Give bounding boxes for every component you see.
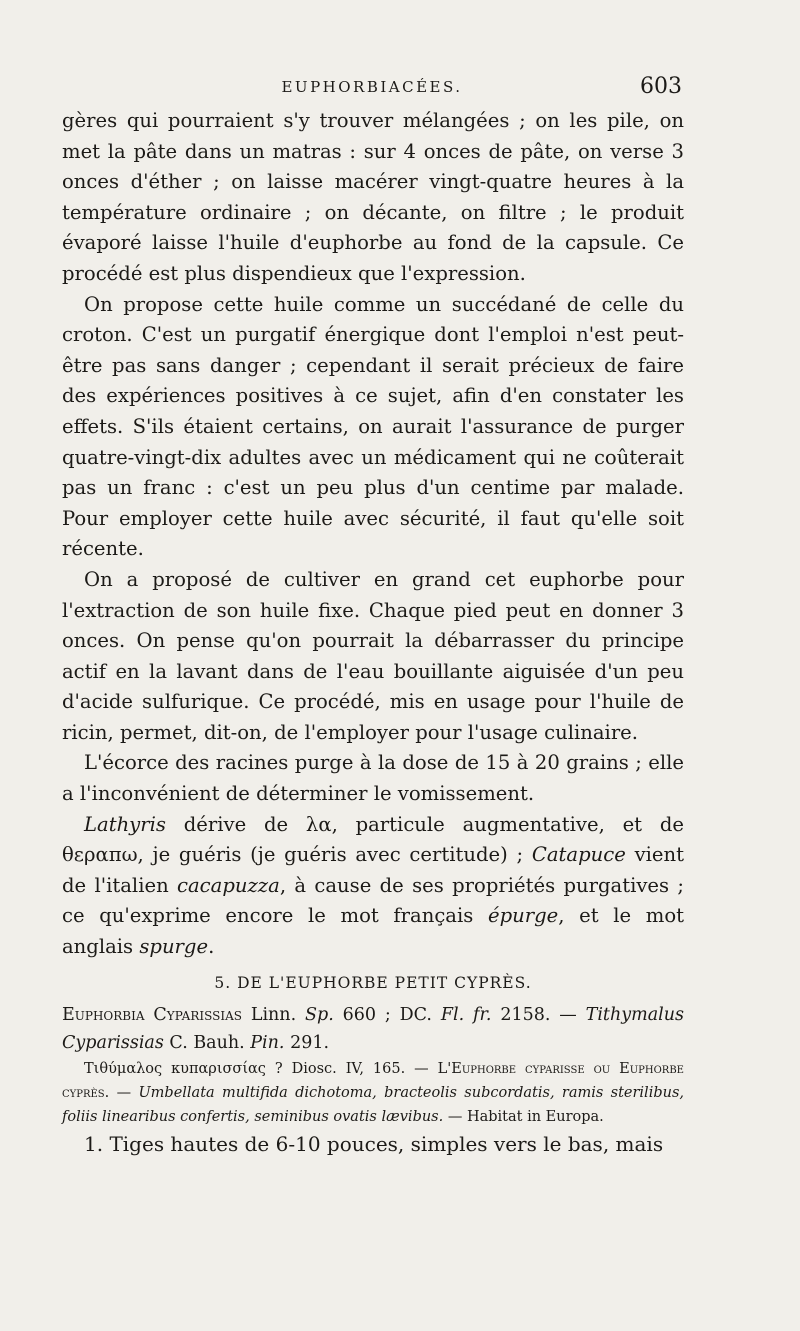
etymology-text-4: , et le mot anglais [62,904,684,959]
paragraph-5 [62,810,684,963]
running-title: EUPHORBIACÉES. [281,78,463,96]
syn-text-3: 2158. — [491,1004,586,1025]
paragraph-3: On a proposé de cultiver en grand cet euphorbe pour l'extraction de son huile fixe. Chaque pied peut en donner 3 onces. On pense qu'on pourrait la débarrasser du principe actif en la lavant dans de l'eau bouillante aiguisée d'un peu d'acide sulfurique. Ce procédé, mis en usage pour l'huile de ricin, permet, dit-on, de l'employer pour l'usage culinaire. [62,567,684,744]
etymology-text-5: . [208,935,215,959]
word-epurge: épurge [487,904,559,928]
syn-ref-sp: Sp. [305,1004,334,1025]
syn-ref-pin: Pin. [250,1032,285,1053]
syn-tithymalus: Tithymalus Cyparissias [62,1004,684,1053]
notes-habitat: — Habitat in Europa. [443,1108,604,1125]
etymology-text-2: vient de l'italien [62,843,684,897]
page-body [62,106,684,1159]
section-heading: 5. DE L'EUPHORBE PETIT CYPRÈS. [214,973,532,992]
synonymy [62,1001,684,1057]
page-number: 603 [640,74,682,99]
notes-common-names: L'Euphorbe cyparisse ou Euphorbe cyprès. [62,1060,684,1101]
syn-text-5: 291. [284,1032,330,1053]
paragraph-4: L'écorce des racines purge à la dose de 15 à 20 grains ; elle a l'inconvénient de déterminer le vomissement. [62,751,684,806]
paragraph-1: gères qui pourraient s'y trouver mélangées ; on les pile, on met la pâte dans un matras : sur 4 onces de pâte, on verse 3 onces d'éther ; on laisse macérer vingt-quatre heures à la température ordinaire ; on décante, on filtre ; le produit évaporé laisse l'huile d'euphorbe au fond de la capsule. Ce procédé est plus dispendieux que l'expression. [62,109,684,285]
etymology-text-1: dérive de λα, particule augmentative, et de θεραπω, je guéris (je guéris avec certitude) ; [62,812,684,867]
word-lathyris: Lathyris [84,812,166,836]
page-header [62,74,682,104]
paragraph-2: On propose cette huile comme un succédané de celle du croton. C'est un purgatif énergique dont l'emploi n'est peut-être pas sans danger ; cependant il serait précieux de faire des expériences positives à ce sujet, afin d'en constater les effets. S'ils étaient certains, on aurait l'assurance de purger quatre-vingt-dix adultes avec un médicament qui ne coûterait pas un franc : c'est un peu plus d'un centime par malade. Pour employer cette huile avec sécurité, il faut qu'elle soit récente. [62,292,684,561]
notes-greek: Τιθύμαλος κυπαρισσίας ? Diosc. IV, 165. — [84,1060,438,1077]
etymology-text-3: , à cause de ses propriétés purgatives ; ce qu'exprime encore le mot français [62,873,684,928]
word-cacapuzza: cacapuzza [177,873,280,897]
word-spurge: spurge [139,935,209,959]
notes-dash: — [109,1084,139,1101]
syn-text-2: 660 ; DC. [333,1004,441,1025]
syn-text-1: Linn. [241,1004,305,1025]
syn-text-4: C. Bauh. [163,1032,251,1053]
species-name: Euphorbia Cyparissias [62,1004,242,1025]
description-item-1: 1. Tiges hautes de 6-10 pouces, simples vers le bas, mais [84,1131,664,1156]
syn-ref-flfr: Fl. fr. [440,1004,492,1025]
botanical-notes [62,1057,684,1129]
notes-latin-description: Umbellata multifida dichotoma, bracteolis subcordatis, ramis sterilibus, foliis linearibus confertis, seminibus ovatis lævibus. [62,1084,684,1125]
word-catapuce: Catapuce [531,843,626,867]
